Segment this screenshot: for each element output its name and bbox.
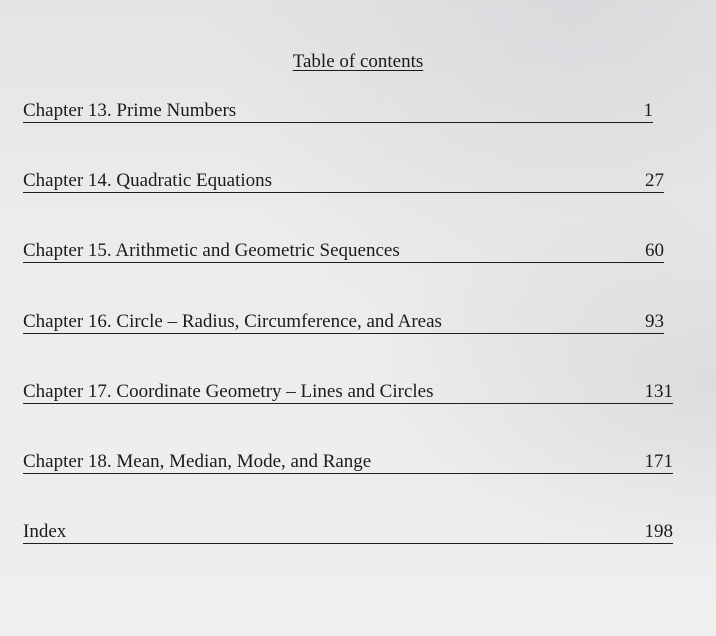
toc-entry-rule — [23, 333, 664, 335]
toc-entry-label: Chapter 16. Circle – Radius, Circumference, and Areas — [23, 311, 442, 332]
toc-entry-rule — [23, 122, 653, 124]
toc-entry-chapter-17[interactable] — [23, 380, 673, 404]
toc-entry-page: 198 — [644, 521, 673, 542]
toc-entry-chapter-16[interactable] — [23, 310, 664, 334]
toc-entry-chapter-18[interactable] — [23, 450, 673, 474]
toc-entry-chapter-14[interactable] — [23, 169, 664, 193]
toc-entry-chapter-15[interactable] — [23, 239, 664, 263]
toc-entry-page: 171 — [644, 451, 673, 472]
toc-entry-label: Chapter 14. Quadratic Equations — [23, 170, 273, 191]
toc-entry-rule — [23, 473, 673, 475]
toc-entry-label: Chapter 17. Coordinate Geometry – Lines and Circles — [23, 381, 434, 402]
toc-title-text: Table of contents — [292, 51, 424, 72]
toc-entry-label: Index — [23, 521, 67, 542]
toc-entry-page: 27 — [645, 170, 664, 191]
toc-entry-page: 1 — [643, 100, 653, 121]
toc-entry-rule — [23, 192, 664, 194]
toc-entry-label: Chapter 18. Mean, Median, Mode, and Range — [23, 451, 372, 472]
toc-entry-page: 93 — [645, 311, 664, 332]
toc-entry-label: Chapter 13. Prime Numbers — [23, 100, 237, 121]
toc-entry-rule — [23, 262, 664, 264]
toc-title — [0, 50, 716, 74]
toc-entry-label: Chapter 15. Arithmetic and Geometric Sequences — [23, 240, 400, 261]
toc-entry-rule — [23, 543, 673, 545]
toc-entry-chapter-13[interactable] — [23, 99, 653, 123]
toc-entry-page: 131 — [644, 381, 673, 402]
toc-entry-page: 60 — [645, 240, 664, 261]
toc-entry-rule — [23, 403, 673, 405]
toc-entry-index[interactable] — [23, 520, 673, 544]
